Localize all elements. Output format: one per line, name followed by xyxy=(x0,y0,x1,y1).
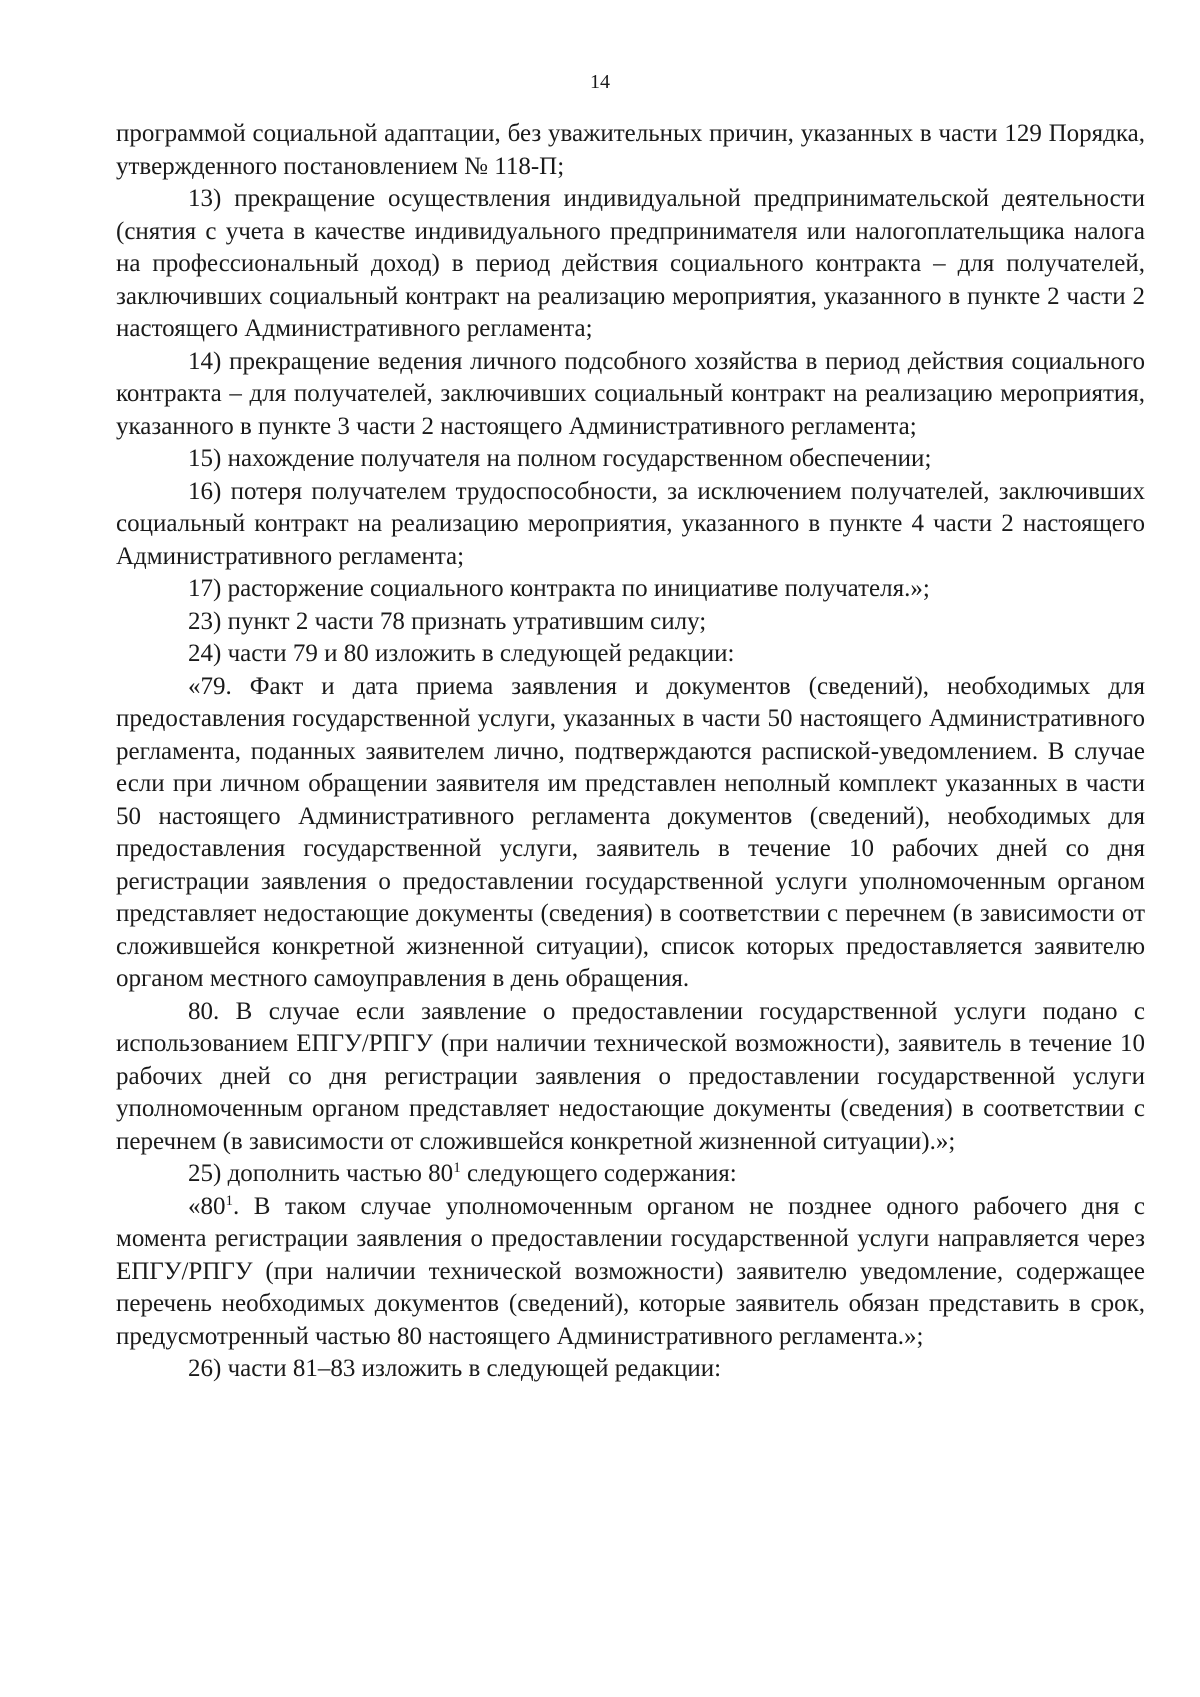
paragraph-item-25-text: 25) дополнить частью 80 xyxy=(188,1160,454,1187)
paragraph-item-15: 15) нахождение получателя на полном государственном обеспечении; xyxy=(188,445,932,472)
paragraph-item-26: 26) части 81–83 изложить в следующей редакции: xyxy=(188,1355,722,1382)
paragraph-item-23: 23) пункт 2 части 78 признать утратившим силу; xyxy=(188,607,707,635)
paragraph-part-80: 80. В случае если заявление о предоставлении государственной услуги подано с использованием ЕПГУ/РПГУ (при наличии технической возможности), заявитель в течение 10 рабочих дней со дня регистрации заявления о предоставлении государственной услуги уполномоченным органом представляет недостающие документы (сведения) в соответствии с перечнем (в зависимости от сложившейся конкретной жизненной ситуации).»; xyxy=(116,997,1145,1155)
paragraph-continuation: программой социальной адаптации, без уважительных причин, указанных в части 129 Порядка, утвержденного постановлением № 118-П; xyxy=(116,120,1145,180)
paragraph-item-14: 14) прекращение ведения личного подсобного хозяйства в период действия социального контракта – для получателей, заключивших социальный контракт на реализацию мероприятия, указанного в пункте 3 части 2 настоящего Административного регламента; xyxy=(116,347,1145,440)
paragraph-item-25 xyxy=(116,1158,1145,1191)
paragraph-part-80-1-text: . В таком случае уполномоченным органом не позднее одного рабочего дня с момента регистрации заявления о предоставлении государственной услуги направляется через ЕПГУ/РПГУ (при наличии технической возможности) заявителю уведомление, содержащее перечень необходимых документов (сведений), которые заявитель обязан представить в срок, предусмотренный частью 80 настоящего Административного регламента.»; xyxy=(116,1192,1145,1350)
paragraph-item-25-text-end: следующего содержания: xyxy=(460,1160,737,1187)
superscript: 1 xyxy=(453,1160,461,1176)
paragraph-part-79: «79. Факт и дата приема заявления и документов (сведений), необходимых для предоставления государственной услуги, указанных в части 50 настоящего Административного регламента, поданных заявителем лично, подтверждаются распиской-уведомлением. В случае если при личном обращении заявителя им представлен неполный комплект указанных в части 50 настоящего Административного регламента документов (сведений), необходимых для предоставления государственной услуги, заявитель в течение 10 рабочих дней со дня регистрации заявления о предоставлении государственной услуги уполномоченным органом представляет недостающие документы (сведения) в соответствии с перечнем (в зависимости от сложившейся конкретной жизненной ситуации), список которых предоставляется заявителю органом местного самоуправления в день обращения. xyxy=(116,672,1145,992)
page-number: 14 xyxy=(590,71,610,93)
paragraph-item-16: 16) потеря получателем трудоспособности, за исключением получателей, заключивших социальный контракт на реализацию мероприятия, указанного в пункте 4 части 2 настоящего Административного регламента; xyxy=(116,477,1145,570)
paragraph-item-24: 24) части 79 и 80 изложить в следующей редакции: xyxy=(188,640,735,667)
superscript: 1 xyxy=(225,1192,233,1209)
paragraph-item-13: 13) прекращение осуществления индивидуальной предпринимательской деятельности (снятия с учета в качестве индивидуального предпринимателя или налогоплательщика налога на профессиональный доход) в период действия социального контракта – для получателей, заключивших социальный контракт на реализацию мероприятия, указанного в пункте 2 части 2 настоящего Административного регламента; xyxy=(116,185,1145,342)
document-body xyxy=(116,118,1145,1386)
paragraph-item-17: 17) расторжение социального контракта по инициативе получателя.»; xyxy=(188,575,930,602)
paragraph-part-80-1 xyxy=(116,1191,1145,1354)
paragraph-part-80-1-start: «80 xyxy=(188,1192,226,1220)
